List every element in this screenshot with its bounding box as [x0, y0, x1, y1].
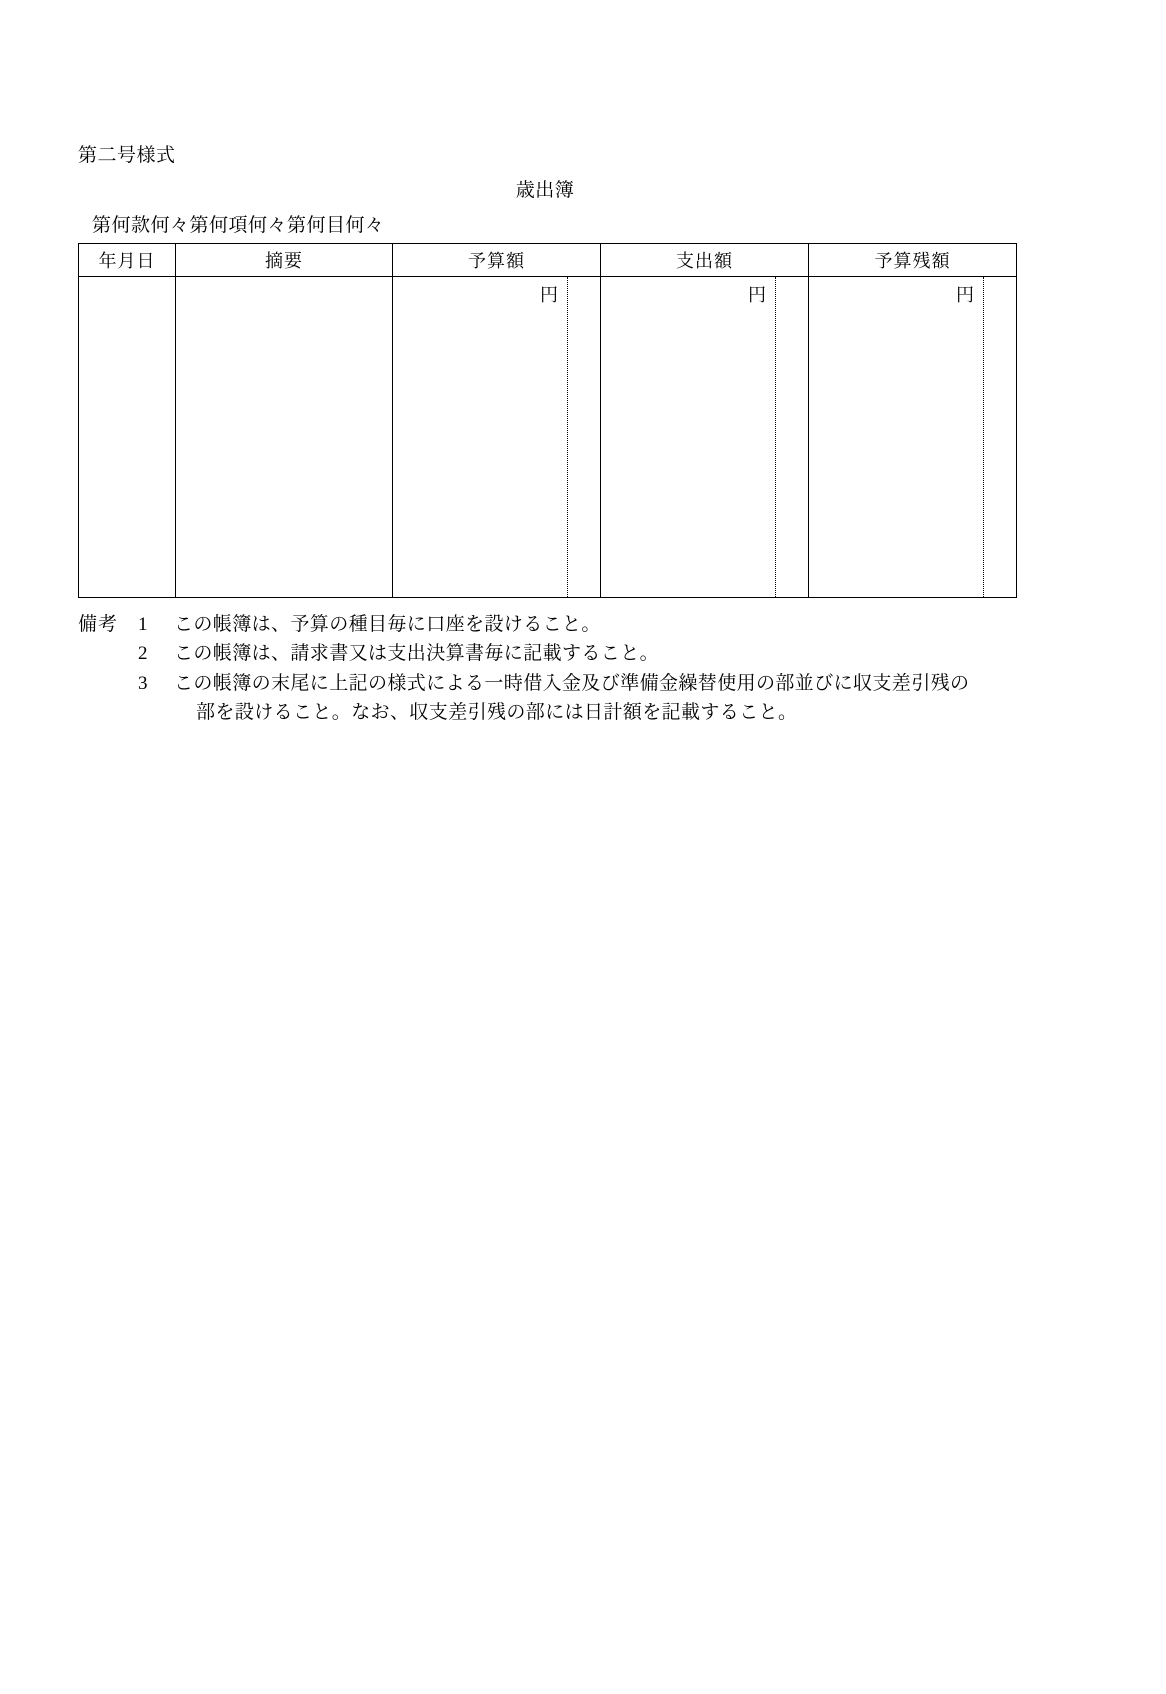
note-text-3 — [174, 669, 1038, 728]
note-text-1: この帳簿は、予算の種目毎に口座を設けること。 — [174, 614, 601, 635]
note-text-3-line1: この帳簿の末尾に上記の様式による一時借入金及び準備金繰替使用の部並びに収支差引残の — [174, 672, 970, 694]
units-divider-budget-amount — [567, 277, 568, 597]
table-header — [79, 244, 1017, 277]
column-header-budget-amount: 予算額 — [393, 244, 601, 277]
column-header-expenditure-amount: 支出額 — [601, 244, 809, 277]
notes-label: 備考 — [78, 614, 119, 635]
note-text-3-line2: 部を設けること。なお、収支差引残の部には日計額を記載すること。 — [196, 702, 798, 724]
note-number-3: 3 — [138, 672, 148, 694]
page-title: 歳出簿 — [515, 180, 575, 201]
table-body — [79, 277, 1017, 598]
currency-unit-budget-amount: 円 — [540, 285, 558, 305]
column-header-date: 年月日 — [79, 244, 176, 277]
ledger-table — [78, 243, 1017, 598]
currency-unit-expenditure-amount: 円 — [748, 285, 766, 305]
cell-date[interactable] — [79, 277, 176, 598]
notes-section — [78, 610, 1038, 728]
column-header-budget-balance: 予算残額 — [809, 244, 1017, 277]
note-item-1 — [138, 610, 1038, 639]
cell-budget-amount[interactable] — [393, 277, 601, 598]
note-item-2 — [138, 639, 1038, 668]
column-header-description: 摘要 — [176, 244, 393, 277]
cell-expenditure-amount[interactable] — [601, 277, 809, 598]
note-text-2: この帳簿は、請求書又は支出決算書毎に記載すること。 — [174, 643, 660, 665]
section-heading: 第何款何々第何項何々第何目何々 — [92, 215, 385, 236]
table-row — [79, 277, 1017, 598]
note-number-2: 2 — [138, 643, 148, 665]
note-item-3 — [138, 669, 1038, 728]
cell-description[interactable] — [176, 277, 393, 598]
form-number: 第二号様式 — [78, 145, 176, 166]
units-divider-expenditure-amount — [775, 277, 776, 597]
note-number-1: 1 — [138, 614, 148, 635]
currency-unit-budget-balance: 円 — [956, 285, 974, 305]
cell-budget-balance[interactable] — [809, 277, 1017, 598]
table-header-row — [79, 244, 1017, 277]
units-divider-budget-balance — [983, 277, 984, 597]
